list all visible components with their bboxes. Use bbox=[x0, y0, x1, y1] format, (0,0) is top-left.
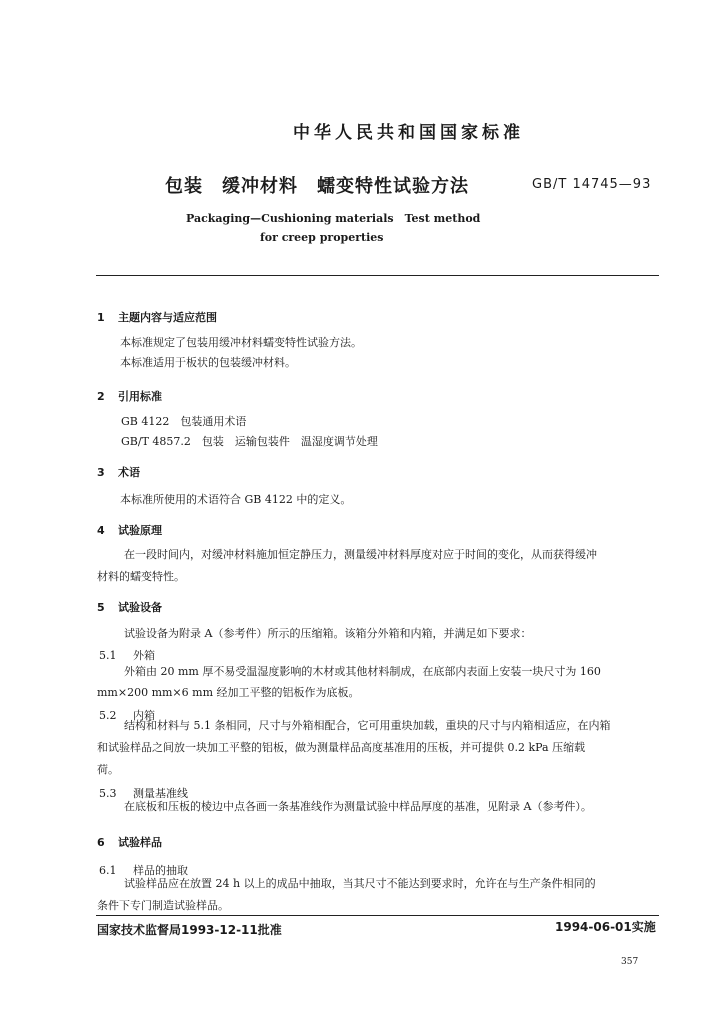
section-6-1-line-1: 试验样品应在放置 24 h 以上的成品中抽取，当其尺寸不能达到要求时，允许在与生产条件相同的 bbox=[124, 877, 596, 890]
national-standard-heading: 中华人民共和国国家标准 bbox=[293, 123, 524, 143]
subsection-title: 外箱 bbox=[133, 649, 155, 662]
section-title: 主题内容与适应范围 bbox=[118, 311, 217, 324]
section-5-1-line-2: mm×200 mm×6 mm 经加工平整的铝板作为底板。 bbox=[97, 686, 360, 699]
section-5-2-line-2: 和试验样品之间放一块加工平整的铝板，做为测量样品高度基准用的压板，并可提供 0.2 kPa 压缩载 bbox=[97, 741, 586, 754]
section-5-paragraph: 试验设备为附录 A（参考件）所示的压缩箱。该箱分外箱和内箱，并满足如下要求： bbox=[124, 627, 532, 640]
standard-number: GB/T 14745—93 bbox=[532, 177, 652, 192]
subsection-number: 5.3 bbox=[99, 787, 117, 800]
section-4-paragraph-line-1: 在一段时间内，对缓冲材料施加恒定静压力，测量缓冲材料厚度对应于时间的变化，从而获得缓冲 bbox=[124, 548, 597, 561]
document-title-cn: 包装 缓冲材料 蠕变特性试验方法 bbox=[165, 176, 469, 197]
section-5-2-line-3: 荷。 bbox=[97, 763, 119, 776]
section-6-1-line-2: 条件下专门制造试验样品。 bbox=[97, 899, 229, 912]
section-number: 5 bbox=[97, 601, 105, 614]
subsection-title: 内箱 bbox=[133, 709, 155, 722]
section-1-paragraph-1: 本标准规定了包装用缓冲材料蠕变特性试验方法。 bbox=[120, 336, 362, 349]
subsection-title: 测量基准线 bbox=[133, 787, 188, 800]
section-2-heading bbox=[97, 388, 162, 404]
section-3-heading bbox=[97, 464, 140, 480]
section-number: 6 bbox=[97, 836, 105, 849]
section-5-heading bbox=[97, 599, 162, 615]
section-number: 3 bbox=[97, 466, 105, 479]
footer-divider bbox=[96, 915, 659, 916]
section-number: 4 bbox=[97, 524, 105, 537]
implementation-date: 1994-06-01实施 bbox=[555, 920, 656, 934]
section-1-paragraph-2: 本标准适用于板状的包装缓冲材料。 bbox=[120, 356, 296, 369]
section-4-heading bbox=[97, 522, 162, 538]
section-title: 引用标准 bbox=[118, 390, 162, 403]
subsection-number: 5.2 bbox=[99, 709, 117, 722]
subsection-number: 6.1 bbox=[99, 864, 117, 877]
section-5-2-line-1: 结构和材料与 5.1 条相同，尺寸与外箱相配合，它可用重块加载，重块的尺寸与内箱相适应，在内箱 bbox=[124, 719, 611, 732]
document-title-en-line1: Packaging—Cushioning materials Test method bbox=[186, 212, 481, 225]
reference-gb4122: GB 4122 包装通用术语 bbox=[121, 415, 247, 428]
reference-gbt4857: GB/T 4857.2 包装 运输包装件 温湿度调节处理 bbox=[121, 435, 378, 448]
section-1-heading bbox=[97, 309, 217, 325]
section-6-heading bbox=[97, 834, 162, 850]
page-number: 357 bbox=[621, 957, 639, 967]
subsection-title: 样品的抽取 bbox=[133, 864, 188, 877]
section-3-paragraph: 本标准所使用的术语符合 GB 4122 中的定义。 bbox=[120, 493, 352, 506]
section-5-1-line-1: 外箱由 20 mm 厚不易受温湿度影响的木材或其他材料制成，在底部内表面上安装一块尺寸为 160 bbox=[124, 665, 601, 678]
section-number: 1 bbox=[97, 311, 105, 324]
section-5-3-line-1: 在底板和压板的棱边中点各画一条基准线作为测量试验中样品厚度的基准，见附录 A（参考件）。 bbox=[124, 800, 592, 813]
section-4-paragraph-line-2: 材料的蠕变特性。 bbox=[97, 570, 185, 583]
section-title: 试验样品 bbox=[118, 836, 162, 849]
approval-date: 国家技术监督局1993-12-11批准 bbox=[97, 923, 282, 937]
section-number: 2 bbox=[97, 390, 105, 403]
header-divider bbox=[96, 275, 659, 276]
document-title-en-line2: for creep properties bbox=[260, 231, 384, 244]
section-title: 试验设备 bbox=[118, 601, 162, 614]
subsection-number: 5.1 bbox=[99, 649, 117, 662]
section-title: 试验原理 bbox=[118, 524, 162, 537]
section-title: 术语 bbox=[118, 466, 140, 479]
